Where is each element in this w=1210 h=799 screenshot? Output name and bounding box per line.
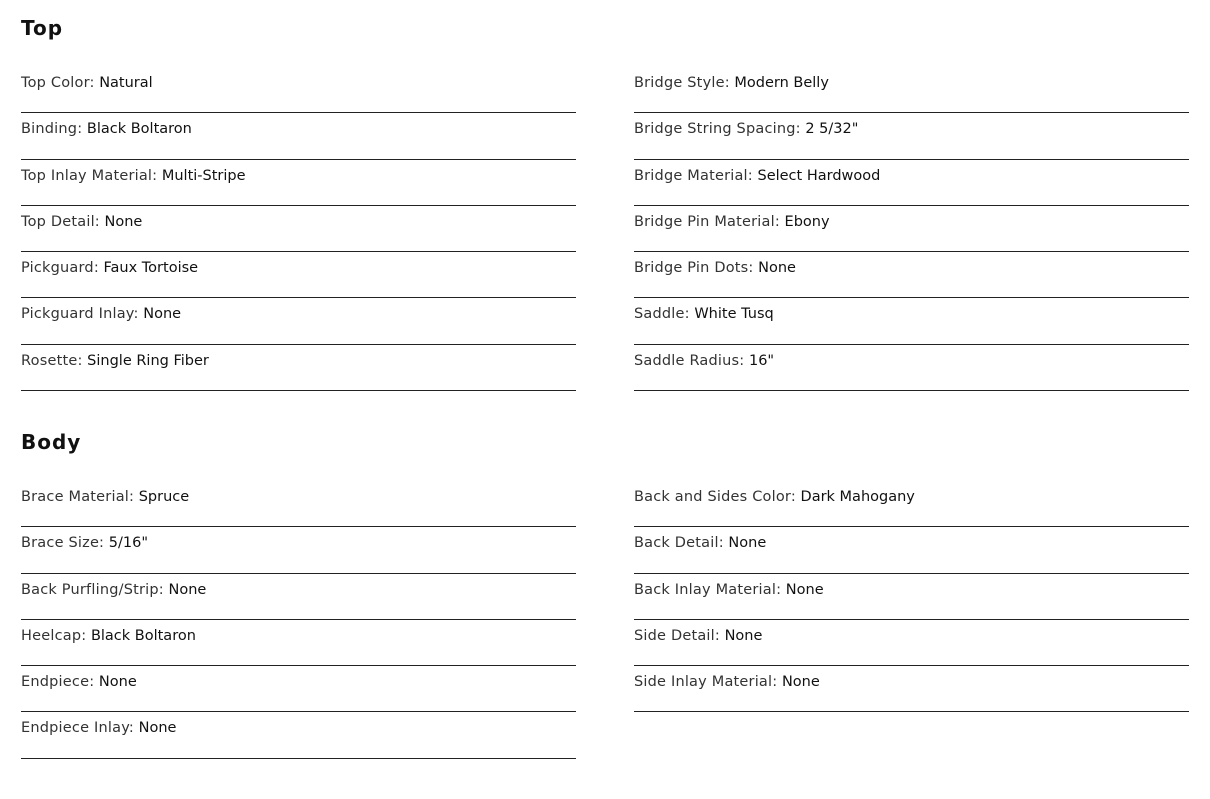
spec-label: Bridge Style: [634, 75, 730, 91]
spec-row [634, 620, 1189, 666]
spec-row [634, 67, 1189, 113]
spec-value: None [758, 260, 796, 277]
spec-label: Saddle: [634, 306, 690, 323]
spec-value: 5/16" [108, 535, 148, 552]
spec-row [21, 298, 576, 344]
spec-value: Dark Mahogany [800, 489, 915, 505]
spec-label: Back Inlay Material: [634, 581, 782, 598]
spec-value: Modern Belly [734, 75, 829, 91]
spec-value: None [98, 674, 137, 691]
spec-label: Side Inlay Material: [634, 674, 778, 691]
spec-row [21, 252, 576, 298]
spec-value: White Tusq [694, 306, 774, 323]
spec-value: 16" [748, 352, 775, 369]
spec-column-left [21, 481, 576, 759]
spec-row [21, 160, 576, 206]
spec-row [634, 481, 1189, 527]
spec-value: None [781, 674, 820, 691]
spec-columns [21, 67, 1189, 391]
spec-value: None [168, 581, 207, 598]
spec-value: Spruce [138, 489, 190, 505]
spec-value: None [728, 535, 767, 552]
spec-label: Bridge Material: [634, 167, 753, 184]
spec-row [21, 712, 576, 758]
spec-row [21, 527, 576, 573]
spec-label: Back and Sides Color: [634, 489, 796, 505]
spec-value: None [104, 213, 143, 230]
spec-row [21, 620, 576, 666]
spec-value: Black Boltaron [86, 121, 192, 138]
spec-value: None [724, 627, 763, 644]
spec-label: Brace Size: [21, 535, 105, 552]
spec-value: Multi-Stripe [161, 167, 246, 184]
spec-value: None [143, 306, 182, 323]
spec-row [21, 345, 576, 391]
spec-column-right [634, 481, 1189, 759]
spec-row [634, 666, 1189, 712]
spec-row [21, 666, 576, 712]
spec-value: None [138, 720, 177, 737]
spec-value: Select Hardwood [757, 167, 881, 184]
spec-value: Single Ring Fiber [87, 352, 209, 369]
spec-label: Top Color: [21, 75, 95, 91]
spec-label: Side Detail: [634, 627, 720, 644]
spec-label: Rosette: [21, 352, 83, 369]
spec-value: Black Boltaron [90, 627, 196, 644]
spec-label: Binding: [21, 121, 83, 138]
spec-value: None [785, 581, 824, 598]
spec-label: Top Detail: [21, 213, 100, 230]
spec-label: Back Purfling/Strip: [21, 581, 164, 598]
spec-label: Pickguard Inlay: [21, 306, 139, 323]
spec-row [634, 345, 1189, 391]
section-title: Top [21, 16, 64, 40]
spec-label: Endpiece: [21, 674, 95, 691]
spec-section-top [21, 14, 1189, 391]
spec-label: Heelcap: [21, 627, 87, 644]
spec-label: Bridge String Spacing: [634, 121, 801, 138]
spec-column-left [21, 67, 576, 391]
spec-label: Back Detail: [634, 535, 724, 552]
spec-row [21, 67, 576, 113]
spec-label: Bridge Pin Dots: [634, 260, 754, 277]
spec-row [634, 527, 1189, 573]
spec-value: Ebony [784, 213, 830, 230]
spec-row [21, 206, 576, 252]
spec-label: Pickguard: [21, 260, 99, 277]
spec-row [634, 113, 1189, 159]
spec-row [634, 574, 1189, 620]
spec-section-body [21, 428, 1189, 759]
spec-label: Saddle Radius: [634, 352, 745, 369]
spec-label: Top Inlay Material: [21, 167, 158, 184]
spec-value: Natural [99, 75, 153, 91]
section-title: Body [21, 430, 82, 454]
spec-row [634, 252, 1189, 298]
spec-value: 2 5/32" [805, 121, 859, 138]
spec-columns [21, 481, 1189, 759]
spec-row [634, 298, 1189, 344]
spec-value: Faux Tortoise [103, 260, 199, 277]
spec-row [21, 481, 576, 527]
spec-row [21, 113, 576, 159]
spec-column-right [634, 67, 1189, 391]
spec-row [21, 574, 576, 620]
spec-label: Endpiece Inlay: [21, 720, 135, 737]
spec-label: Bridge Pin Material: [634, 213, 780, 230]
spec-label: Brace Material: [21, 489, 135, 505]
spec-row [634, 160, 1189, 206]
spec-row [634, 206, 1189, 252]
